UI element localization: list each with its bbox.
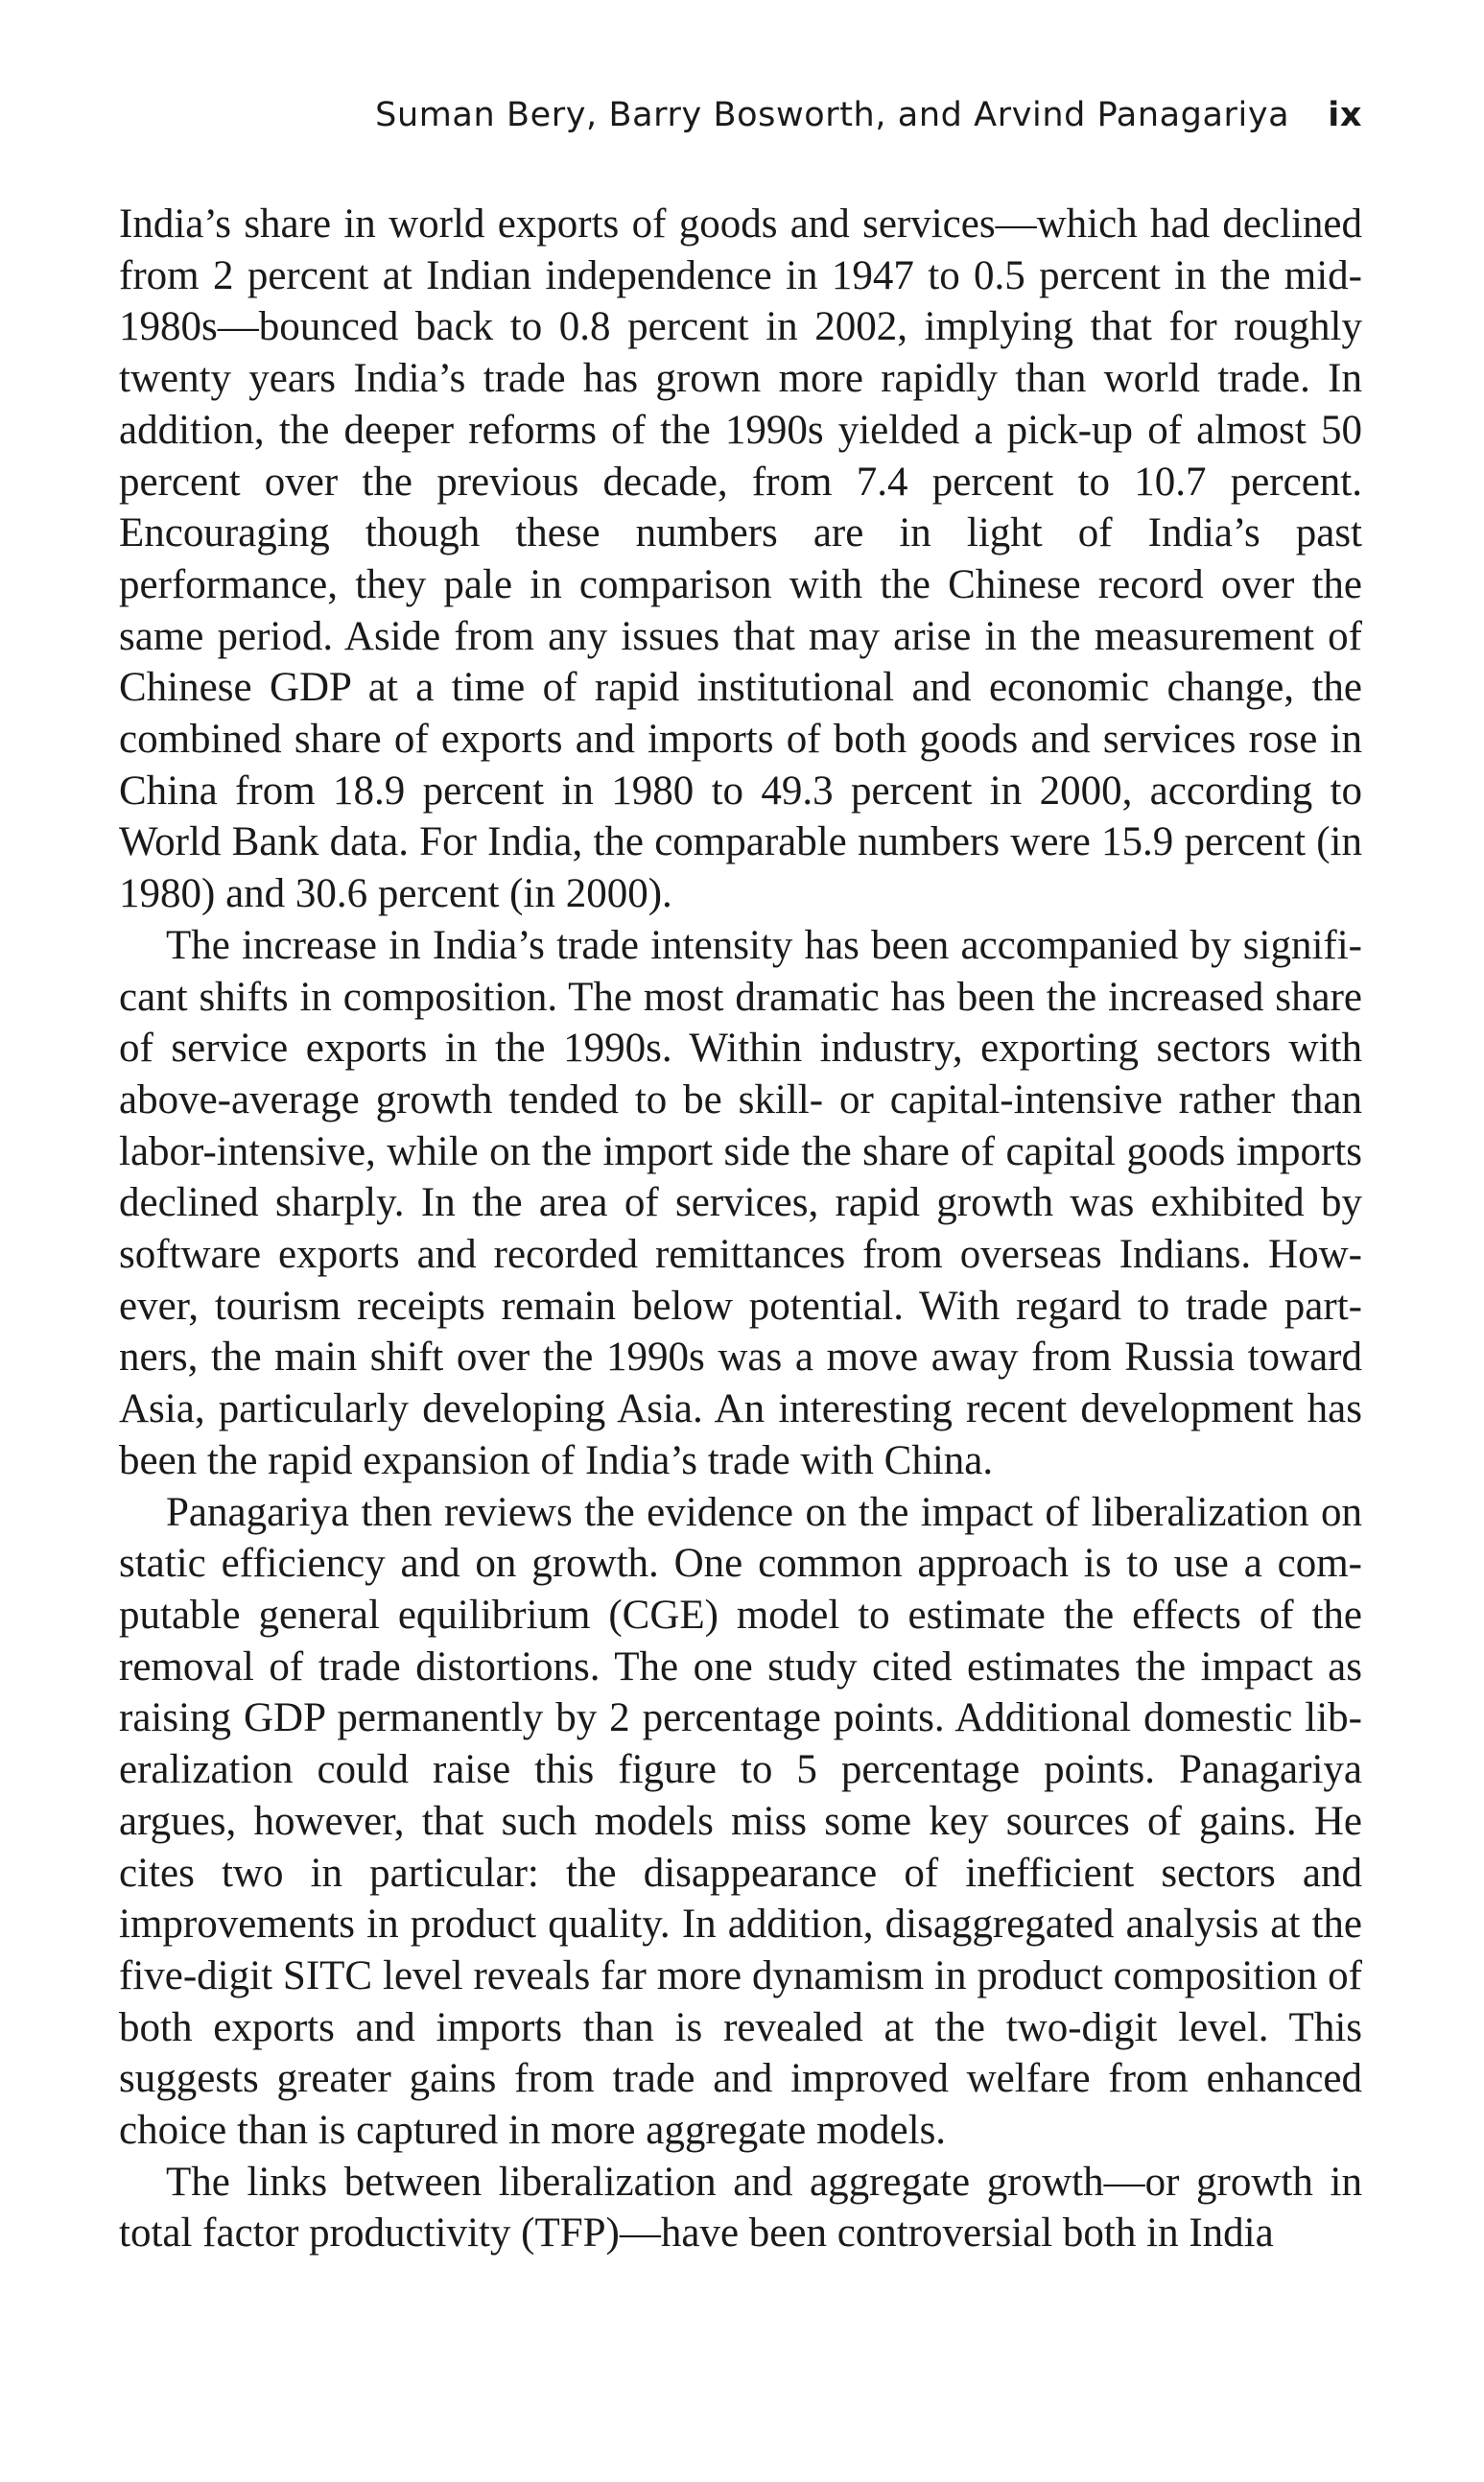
running-head-authors: Suman Bery, Barry Bosworth, and Arvind Panagariya [375,96,1290,134]
paragraph-2: The increase in India’s trade intensity has been accompanied by significant shifts in composition. The most dramatic has been the increased share of service exports in the 1990s. Within industry, exporting sectors with above-average growth tended to be skill- or capital-intensive rather than labor-intensive, while on the import side the share of capital goods imports declined sharply. In the area of services, rapid growth was exhibited by software exports and recorded remittances from overseas Indians. However, tourism receipts remain below potential. With regard to trade partners, the main shift over the 1990s was a move away from Russia toward Asia, particularly developing Asia. An interesting recent development has been the rapid expansion of India’s trade with China. [119,922,1362,1483]
running-head [119,96,1362,144]
paragraph-1: India’s share in world exports of goods and services—which had declined from 2 percent at Indian independence in 1947 to 0.5 percent in the mid-1980s—bounced back to 0.8 percent in 2002, implying that for roughly twenty years India’s trade has grown more rapidly than world trade. In addition, the deeper reforms of the 1990s yielded a pick-up of almost 50 percent over the previous decade, from 7.4 percent to 10.7 percent. Encouraging though these numbers are in light of India’s past performance, they pale in comparison with the Chinese record over the same period. Aside from any issues that may arise in the measurement of Chinese GDP at a time of rapid institutional and economic change, the combined share of exports and imports of both goods and services rose in China from 18.9 percent in 1980 to 49.3 percent in 2000, according to World Bank data. For India, the comparable numbers were 15.9 percent (in 1980) and 30.6 percent (in 2000). [119,201,1362,917]
paragraph-3: Panagariya then reviews the evidence on the impact of liberalization on static efficiency and on growth. One common approach is to use a computable general equilibrium (CGE) model to estimate the effects of the removal of trade distortions. The one study cited estimates the impact as raising GDP permanently by 2 percentage points. Additional domestic liberalization could raise this figure to 5 percentage points. Panagariya argues, however, that such models miss some key sources of gains. He cites two in particular: the disappearance of inefficient sectors and improvements in product quality. In addition, disaggregated analysis at the five-digit SITC level reveals far more dynamism in product composition of both exports and imports than is revealed at the two-digit level. This suggests greater gains from trade and improved welfare from enhanced choice than is captured in more aggregate models. [119,1489,1362,2154]
paragraph-4: The links between liberalization and aggregate growth—or growth in total factor productivity (TFP)—have been controversial both in India [119,2159,1362,2257]
page-number: ix [1328,96,1362,134]
body-text [119,199,1362,2259]
